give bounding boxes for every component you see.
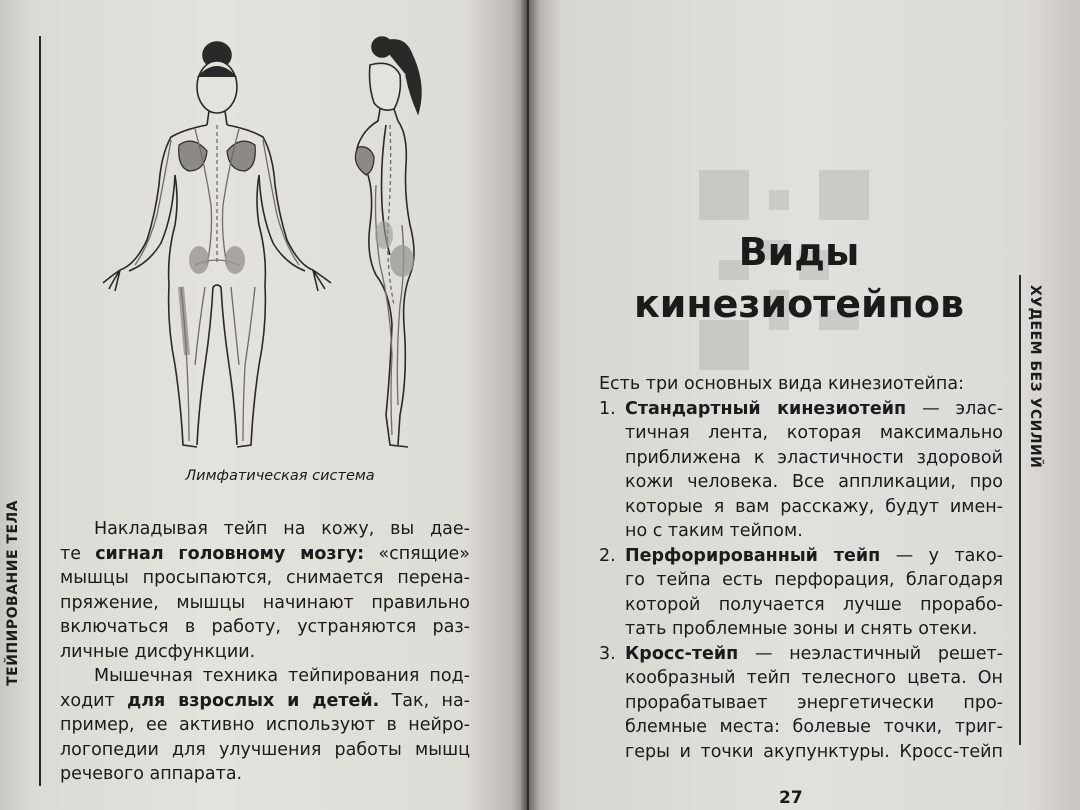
text-line: но с таким тейпом. xyxy=(625,521,803,541)
text-line: личные дисфункции. xyxy=(60,641,256,662)
intro-line: Есть три основных вида кинезиотейпа: xyxy=(599,374,964,394)
text-line: кожи человека. Все аппликации, про xyxy=(625,472,1003,492)
left-page xyxy=(0,0,527,810)
emphasis-text: для взрослых и детей. xyxy=(127,690,380,711)
text-line xyxy=(625,642,1003,667)
running-head-left: ТЕЙПИРОВАНИЕ ТЕЛА xyxy=(5,500,21,686)
list-item-body xyxy=(599,397,1003,544)
list-item xyxy=(599,642,1003,765)
text-line xyxy=(625,397,1003,422)
term-text: Перфорированный тейп xyxy=(625,545,881,566)
list-number: 1. xyxy=(599,398,616,419)
text-line: Накладывая тейп на кожу, вы дае- xyxy=(94,519,470,539)
lymphatic-system-front-icon xyxy=(95,25,340,455)
text-line: включаться в работу, устраняются раз- xyxy=(60,617,470,637)
list-number: 3. xyxy=(599,643,616,664)
text-line: мышцы просыпаются, снимается перена- xyxy=(60,568,470,588)
term-text: Стандартный кинезиотейп xyxy=(625,398,907,419)
text-line: приближена к эластичности здоровой xyxy=(625,447,1003,468)
text-line: тичная лента, которая максимально xyxy=(625,423,1003,443)
text-line xyxy=(60,542,470,567)
text-run: ходит xyxy=(60,690,128,711)
text-line: го тейпа есть перфорация, благодаря xyxy=(625,570,1003,590)
text-line: пример, ее активно используют в нейро- xyxy=(60,715,470,735)
list-item-body xyxy=(599,544,1003,642)
lymphatic-system-side-icon xyxy=(330,25,450,455)
chapter-title-line: кинезиотейпов xyxy=(633,282,965,326)
text-line: блемные места: болевые точки, триг- xyxy=(625,717,1003,737)
text-run: Так, на- xyxy=(379,690,471,711)
text-run: «спящие» xyxy=(364,543,470,564)
text-line: которые я вам расскажу, будут имен- xyxy=(625,496,1003,517)
text-line xyxy=(625,544,1003,569)
running-head-right: ХУДЕЕМ БЕЗ УСИЛИЙ xyxy=(1027,285,1043,469)
left-body-text xyxy=(60,517,470,787)
running-head-rule xyxy=(1019,275,1021,745)
running-head-rule xyxy=(39,36,41,786)
text-run: — у тако- xyxy=(880,545,1003,566)
text-line: геры и точки акупунктуры. Кросс-тейп xyxy=(625,741,1003,762)
text-run: — неэластичный решет- xyxy=(738,643,1003,664)
list-item xyxy=(599,544,1003,642)
figure-caption: Лимфатическая система xyxy=(185,468,375,484)
text-line: речевого аппарата. xyxy=(60,764,243,784)
chapter-title-line: Виды xyxy=(738,230,860,274)
text-run: те xyxy=(60,543,96,564)
text-line: прорабатывает энергетически про- xyxy=(625,692,1003,713)
list-number: 2. xyxy=(599,545,616,566)
right-body-text xyxy=(599,372,1003,764)
page-number: 27 xyxy=(779,788,803,808)
text-line: Мышечная техника тейпирования под- xyxy=(94,666,470,686)
text-line: тать проблемные зоны и снять отеки. xyxy=(625,619,978,639)
text-line: логопедии для улучшения работы мышц xyxy=(60,739,470,760)
list-item-body xyxy=(599,642,1003,765)
text-run: — элас- xyxy=(906,398,1004,419)
text-line xyxy=(60,689,470,714)
text-line: кообразный тейп телесного цвета. Он xyxy=(625,668,1003,688)
chapter-title xyxy=(599,226,999,330)
list-item xyxy=(599,397,1003,544)
term-text: Кросс-тейп xyxy=(625,643,739,664)
text-line: пряжение, мышцы начинают правильно xyxy=(60,592,470,613)
text-line: которой получается лучше прорабо- xyxy=(625,594,1003,615)
emphasis-text: сигнал головному мозгу: xyxy=(95,543,365,564)
right-page xyxy=(529,0,1080,810)
